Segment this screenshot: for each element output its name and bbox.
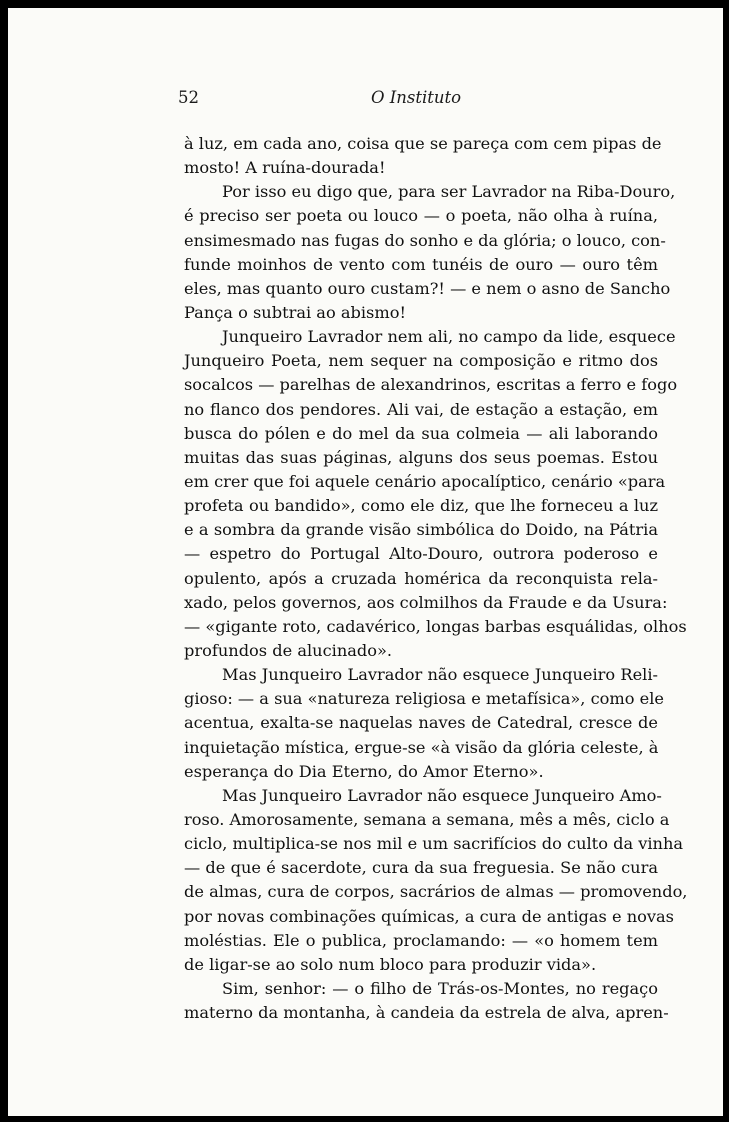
body-text <box>184 132 688 1025</box>
running-title: O Instituto <box>370 88 462 107</box>
text-line: — «gigante roto, cadavérico, longas barbas esquálidas, olhos <box>184 616 687 636</box>
text-line: moléstias. Ele o publica, proclamando: — «o homem tem <box>184 930 658 950</box>
text-line: de almas, cura de corpos, sacrários de almas — promovendo, <box>184 882 688 902</box>
text-line: muitas das suas páginas, alguns dos seus poemas. Estou <box>184 447 658 467</box>
text-line: eles, mas quanto ouro custam?! — e nem o asno de Sancho <box>184 278 671 298</box>
text-line: Sim, senhor: — o filho de Trás-os-Montes, no regaço <box>222 978 658 998</box>
page-number: 52 <box>178 88 199 107</box>
text-line: em crer que foi aquele cenário apocalíptico, cenário «para <box>184 471 666 491</box>
text-line: à luz, em cada ano, coisa que se pareça com cem pipas de <box>184 134 662 153</box>
text-line: profeta ou bandido», como ele diz, que lhe forneceu a luz <box>184 496 658 516</box>
book-page <box>8 8 723 1116</box>
text-line: — espetro do Portugal Alto-Douro, outrora poderoso e <box>184 544 658 564</box>
running-header <box>174 88 658 110</box>
text-line: xado, pelos governos, aos colmilhos da Fraude e da Usura: <box>184 592 668 612</box>
text-line: materno da montanha, à candeia da estrela de alva, apren- <box>184 1003 669 1023</box>
text-line: — de que é sacerdote, cura da sua freguesia. Se não cura <box>184 858 658 878</box>
text-line: é preciso ser poeta ou louco — o poeta, não olha à ruína, <box>184 206 658 226</box>
text-line: mosto! A ruína-dourada! <box>184 158 386 178</box>
text-line: Mas Junqueiro Lavrador não esquece Junqueiro Amo- <box>222 785 662 805</box>
text-line: Mas Junqueiro Lavrador não esquece Junqueiro Reli- <box>222 665 658 685</box>
text-line: ciclo, multiplica-se nos mil e um sacrifícios do culto da vinha <box>184 834 684 854</box>
text-line: roso. Amorosamente, semana a semana, mês a mês, ciclo a <box>184 809 670 829</box>
text-line: Junqueiro Poeta, nem sequer na composição e ritmo dos <box>184 351 658 371</box>
text-line: esperança do Dia Eterno, do Amor Eterno». <box>184 761 544 781</box>
text-line: Pança o subtrai ao abismo! <box>184 302 406 322</box>
text-line: profundos de alucinado». <box>184 640 393 660</box>
text-line: por novas combinações químicas, a cura de antigas e novas <box>184 906 674 926</box>
text-line: inquietação mística, ergue-se «à visão da glória celeste, à <box>184 737 659 757</box>
text-line: no flanco dos pendores. Ali vai, de estação a estação, em <box>184 399 658 419</box>
text-line: opulento, após a cruzada homérica da reconquista rela- <box>184 568 658 588</box>
text-line: busca do pólen e do mel da sua colmeia — ali laborando <box>184 423 658 443</box>
text-line: acentua, exalta-se naquelas naves de Catedral, cresce de <box>184 713 658 733</box>
text-line: socalcos — parelhas de alexandrinos, escritas a ferro e fogo <box>184 375 678 395</box>
text-line: gioso: — a sua «natureza religiosa e metafísica», como ele <box>184 689 664 709</box>
text-line: Junqueiro Lavrador nem ali, no campo da lide, esquece <box>222 327 676 347</box>
text-line: ensimesmado nas fugas do sonho e da glória; o louco, con- <box>184 230 666 250</box>
text-line: e a sombra da grande visão simbólica do Doido, na Pátria <box>184 520 658 540</box>
text-line: de ligar-se ao solo num bloco para produzir vida». <box>184 954 597 974</box>
text-line: funde moinhos de vento com tunéis de ouro — ouro têm <box>184 254 658 274</box>
text-line: Por isso eu digo que, para ser Lavrador na Riba-Douro, <box>222 182 676 202</box>
